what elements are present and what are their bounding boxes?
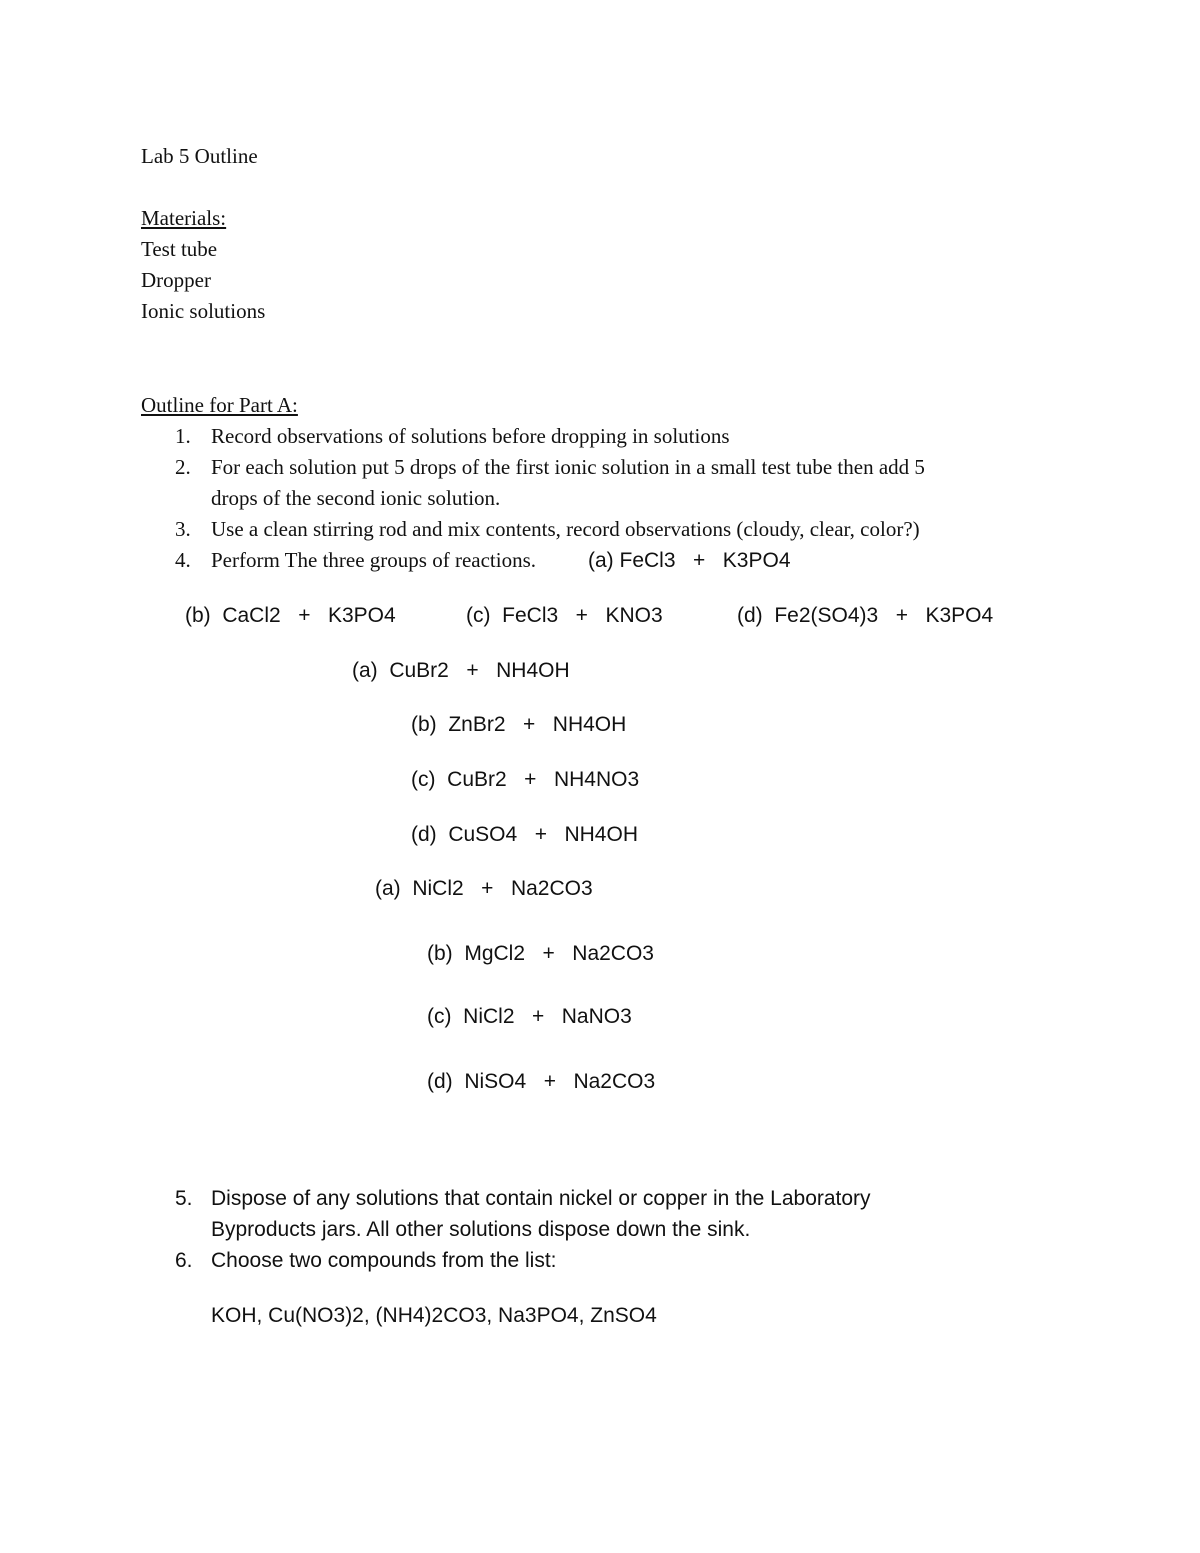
step-number: 6. [175, 1249, 193, 1272]
reaction: (d) CuSO4 + NH4OH [411, 823, 638, 846]
reaction: (b) CaCl2 + K3PO4 [185, 604, 396, 627]
reaction: (a) CuBr2 + NH4OH [352, 659, 570, 682]
compound-list: KOH, Cu(NO3)2, (NH4)2CO3, Na3PO4, ZnSO4 [211, 1304, 657, 1327]
step-text-continued: drops of the second ionic solution. [211, 486, 501, 510]
material-item: Dropper [141, 268, 211, 292]
part-a-heading: Outline for Part A: [141, 393, 298, 417]
reaction: (c) CuBr2 + NH4NO3 [411, 768, 640, 791]
material-item: Test tube [141, 237, 218, 261]
materials-heading: Materials: [141, 206, 227, 230]
page-title: Lab 5 Outline [141, 144, 258, 168]
reaction: (a) FeCl3 + K3PO4 [588, 549, 791, 572]
reaction: (a) NiCl2 + Na2CO3 [375, 877, 593, 900]
material-item: Ionic solutions [141, 299, 266, 323]
step-number: 2. [175, 455, 191, 479]
step-text: Perform The three groups of reactions. [211, 548, 537, 572]
reaction: (d) Fe2(SO4)3 + K3PO4 [737, 604, 994, 627]
step-text: Choose two compounds from the list: [211, 1249, 557, 1272]
step-number: 3. [175, 517, 191, 541]
step-text-continued: Byproducts jars. All other solutions dispose down the sink. [211, 1218, 751, 1241]
step-number: 5. [175, 1187, 193, 1210]
step-number: 4. [175, 548, 191, 572]
reaction: (b) ZnBr2 + NH4OH [411, 713, 627, 736]
reaction: (c) NiCl2 + NaNO3 [427, 1005, 632, 1028]
step-text: Record observations of solutions before dropping in solutions [211, 424, 730, 448]
step-number: 1. [175, 424, 191, 448]
step-text: For each solution put 5 drops of the first ionic solution in a small test tube then add 5 [211, 455, 925, 479]
reaction: (c) FeCl3 + KNO3 [466, 604, 663, 627]
step-text: Dispose of any solutions that contain nickel or copper in the Laboratory [211, 1187, 871, 1210]
reaction: (d) NiSO4 + Na2CO3 [427, 1070, 656, 1093]
reaction: (b) MgCl2 + Na2CO3 [427, 942, 654, 965]
step-text: Use a clean stirring rod and mix contents, record observations (cloudy, clear, color?) [211, 517, 920, 541]
